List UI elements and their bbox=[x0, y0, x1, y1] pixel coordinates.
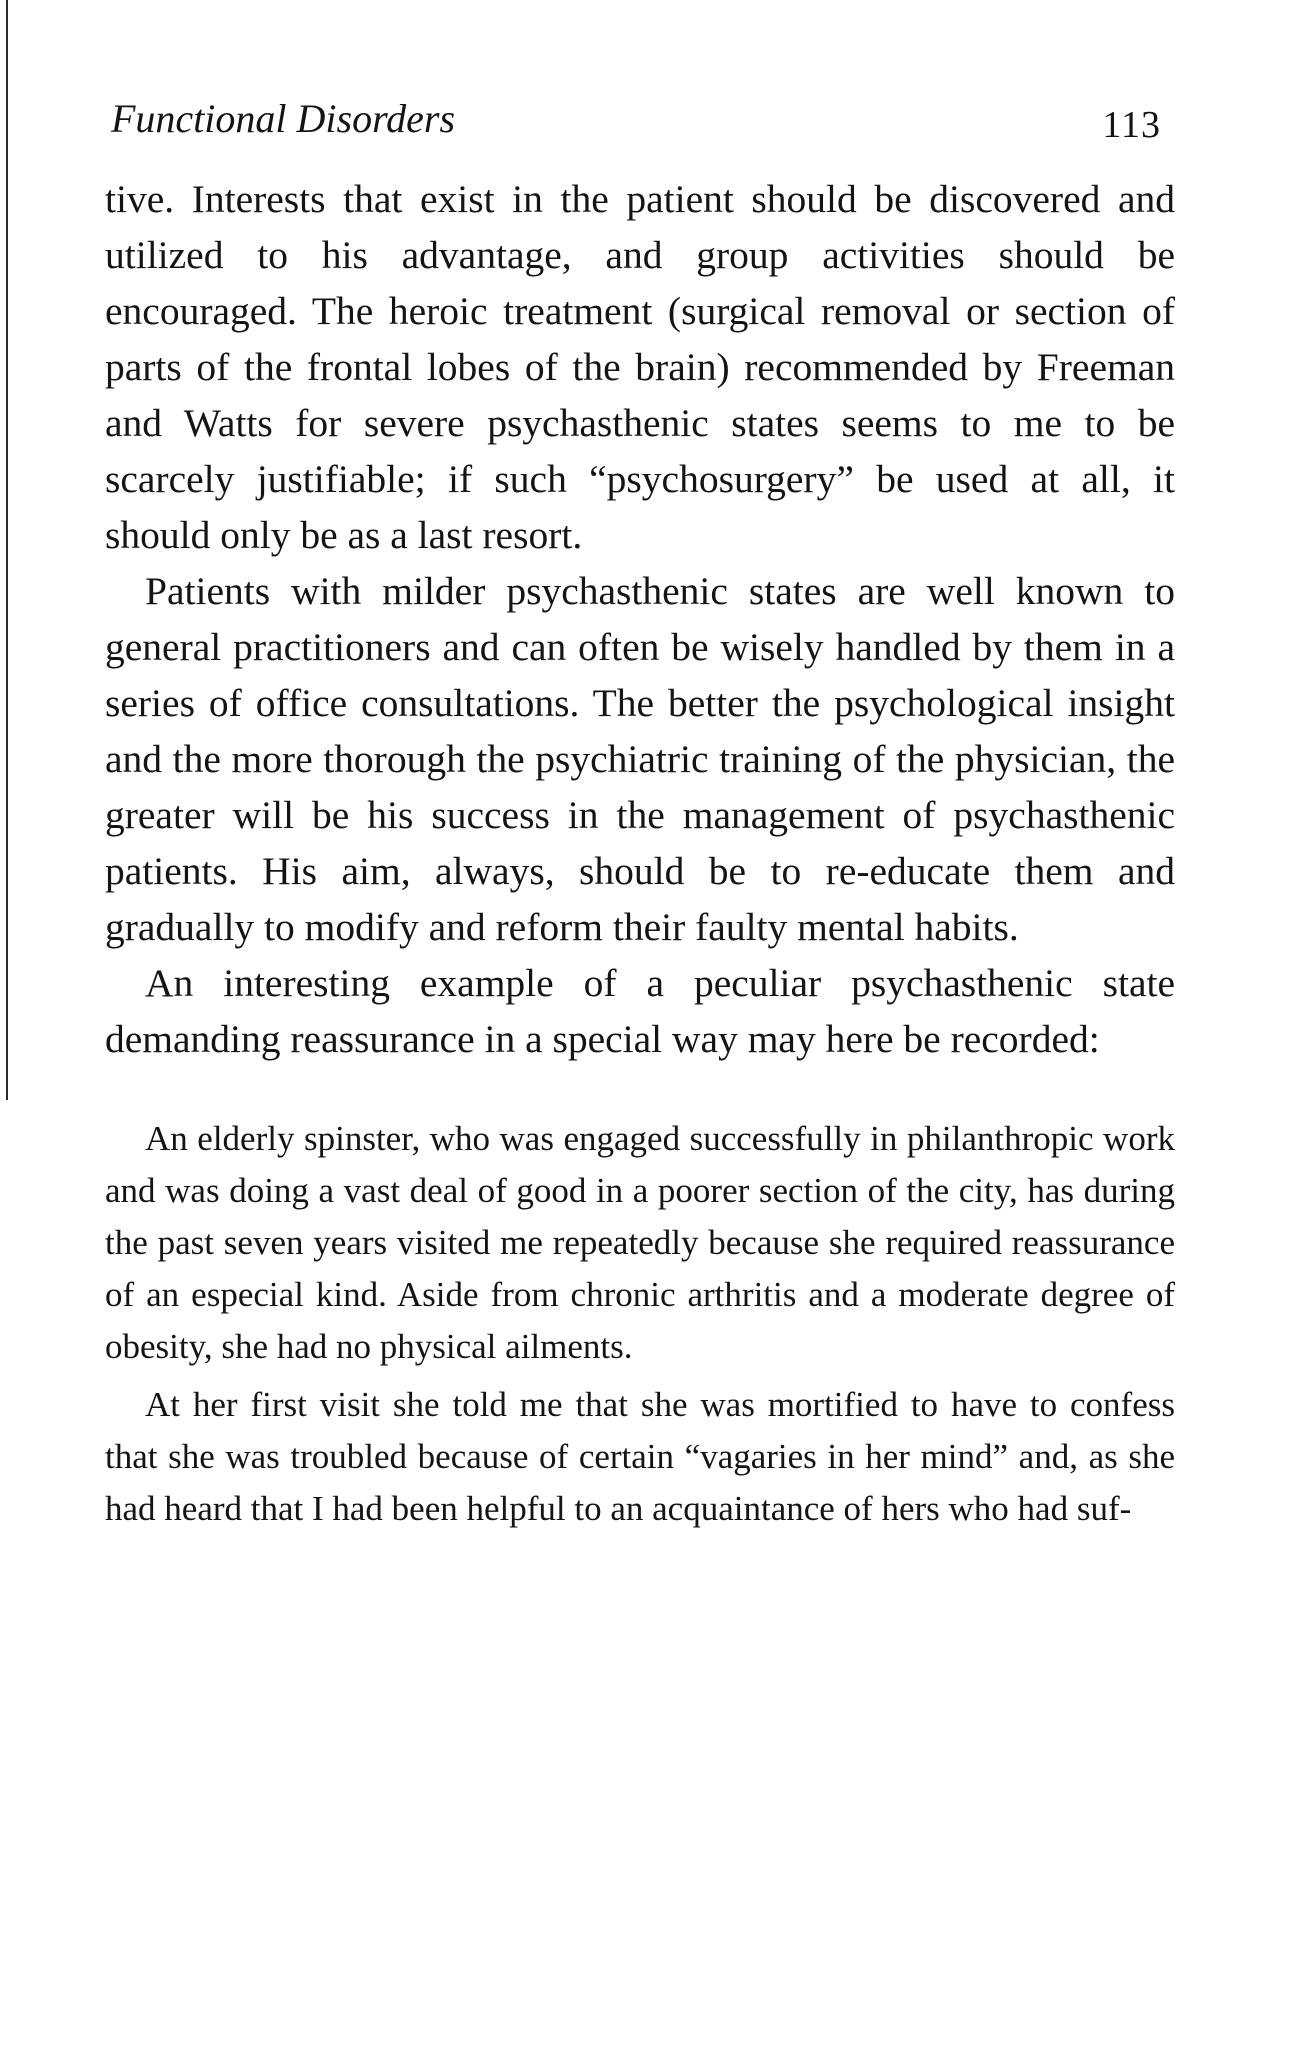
running-header bbox=[105, 95, 1175, 165]
case-paragraph-spinster: An elderly spinster, who was engaged successfully in philanthropic work and was doing a vast deal of good in a poorer section of the city, has during the past seven years visited me repeatedly because she required reassurance of an especial kind. Aside from chronic arthritis and a moderate degree of obesity, she had no physical ailments. bbox=[105, 1119, 1175, 1366]
paragraph-example-intro: An interesting example of a peculiar psychasthenic state demanding reassurance in a special way may here be recorded: bbox=[105, 961, 1175, 1061]
case-paragraph-first-visit: At her first visit she told me that she was mortified to have to confess that she was troubled because of certain “vagaries in her mind” and, as she had heard that I had been helpful to an acquaintance of hers who had suf- bbox=[105, 1385, 1175, 1528]
case-extract bbox=[105, 1113, 1175, 1535]
book-page bbox=[105, 95, 1175, 1535]
chapter-running-title: Functional Disorders bbox=[111, 96, 456, 141]
paragraph-milder-states: Patients with milder psychasthenic states are well known to general practitioners and can often be wisely handled by them in a series of office consultations. The better the psychological insight and the more thorough the psychiatric training of the physician, the greater will be his success in the management of psychasthenic patients. His aim, always, should be to re-educate them and gradually to modify and reform their faulty mental habits. bbox=[105, 569, 1175, 949]
paragraph-continuation: tive. Interests that exist in the patient should be discovered and utilized to his advantage, and group activities should be encouraged. The heroic treatment (surgical removal or section of parts of the frontal lobes of the brain) recommended by Freeman and Watts for severe psychasthenic states seems to me to be scarcely justifiable; if such “psychosurgery” be used at all, it should only be as a last resort. bbox=[105, 177, 1175, 557]
page-binding-edge bbox=[6, 0, 8, 1100]
main-text bbox=[105, 171, 1175, 1067]
page-number: 113 bbox=[1102, 104, 1161, 146]
